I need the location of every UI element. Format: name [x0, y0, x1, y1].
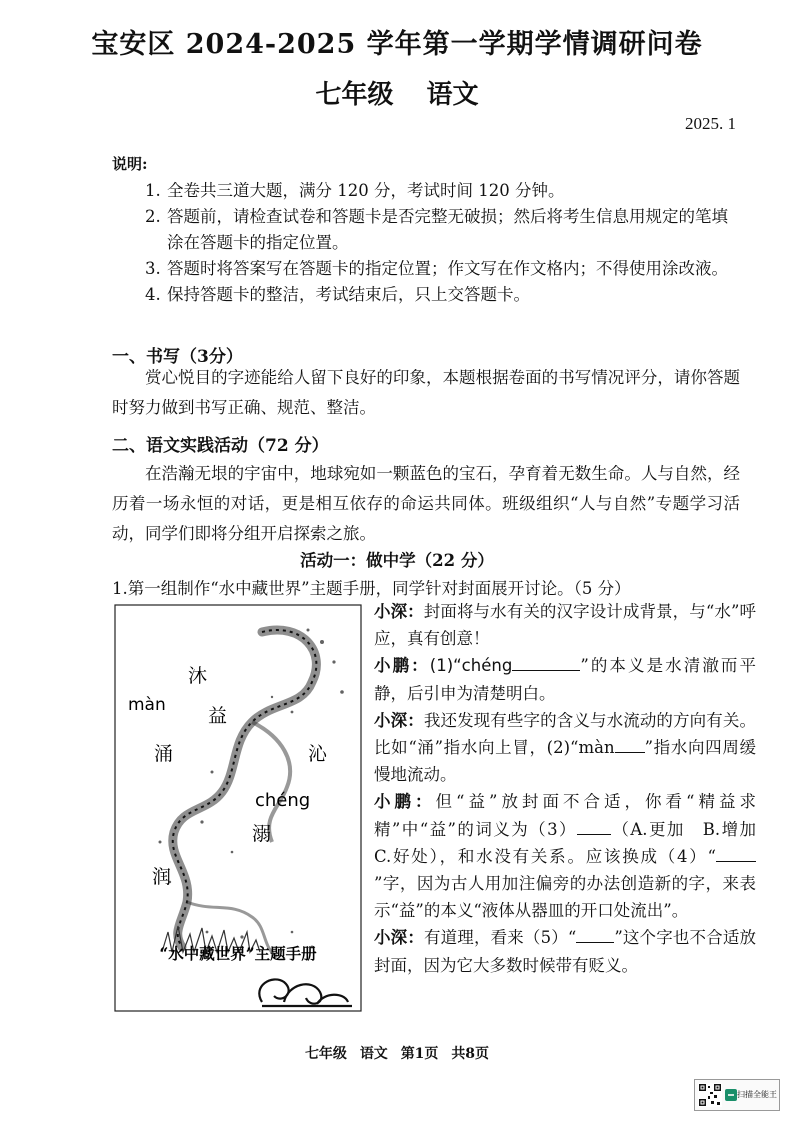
exam-date: 2025. 1: [685, 114, 736, 133]
dialogue-line: 小深：有道理，看来（5）“ ”这个字也不合适放封面，因为它大多数时候带有贬义。: [374, 924, 756, 978]
answer-blank: [716, 843, 756, 862]
cover-pinyin: màn: [128, 695, 166, 715]
dialogue-line: 小深：封面将与水有关的汉字设计成背景，与“水”呼应，真有创意！: [374, 602, 756, 649]
instruction-item: 1. 全卷共三道大题，满分 120 分，考试时间 120 分钟。: [145, 181, 565, 200]
answer-blank: [615, 734, 645, 753]
page-footer: 七年级 语文 第1页 共8页: [304, 1046, 490, 1062]
camscanner-logo-icon: [725, 1089, 737, 1101]
answer-blank: [576, 924, 614, 943]
cover-char: 涌: [154, 743, 174, 765]
cover-char: 润: [152, 866, 172, 888]
qr-code-icon: [698, 1083, 722, 1107]
instructions-label: 说明:: [112, 155, 148, 173]
handbook-cover-illustration: [112, 602, 364, 1014]
dialogue-line: 小深：我还发现有些字的含义与水流动的方向有关。比如“涌”指水向上冒，(2)“màn ”指水向四周缓慢地流动。: [374, 710, 757, 785]
subject-label: 语文: [426, 80, 479, 110]
instruction-item: 3. 答题时将答案写在答题卡的指定位置；作文写在作文格内；不得使用涂改液。: [145, 259, 728, 278]
section2-heading: 二、语文实践活动（72 分）: [112, 436, 329, 456]
instructions-list: [145, 178, 735, 308]
instruction-item: 2. 答题前，请检查试卷和答题卡是否完整无破损；然后将考生信息用规定的笔填涂在答题卡的指定位置。: [145, 207, 728, 252]
instruction-item: 4. 保持答题卡的整洁，考试结束后，只上交答题卡。: [145, 285, 530, 304]
answer-blank: [512, 652, 580, 671]
scanner-badge-text: 扫描全能王: [737, 1090, 777, 1099]
section2-intro: 在浩瀚无垠的宇宙中，地球宛如一颗蓝色的宝石，孕育着无数生命。人与自然，经历着一场永恒的对话，更是相互依存的命运共同体。班级组织“人与自然”专题学习活动，同学们即将分组开启探索之旅。: [112, 464, 740, 543]
exam-title: 宝安区 2024-2025 学年第一学期学情调研问卷: [91, 29, 703, 60]
exam-subtitle: [0, 74, 794, 111]
cover-char: 沁: [308, 743, 328, 765]
cover-caption: “水中藏世界”主题手册: [159, 944, 317, 963]
cover-pinyin: chéng: [255, 790, 311, 811]
dialogue-line: 小鹏：(1)“chéng ”的本义是水清澈而平静，后引申为清楚明白。: [374, 652, 756, 706]
grade-label: 七年级: [315, 80, 394, 110]
dialogue: [374, 598, 773, 979]
cover-char: 沐: [188, 665, 208, 687]
section1-heading: 一、书写（3分）: [112, 347, 243, 367]
question-1: 1.第一组制作“水中藏世界”主题手册，同学针对封面展开讨论。（5 分）: [112, 579, 631, 598]
answer-blank: [577, 816, 611, 835]
cloud-swirl-icon: [259, 979, 352, 1006]
cover-char: 益: [208, 705, 228, 727]
dialogue-line: 小鹏：但“益”放封面不合适，你看“精益求精”中“益”的词义为（3） （A.更加 B.增加 C.好处），和水没有关系。应该换成（4）“”字，因为古人用加注偏旁的办法创造新的字，来表示“益”的本义“液体从器皿的开口处流出”。: [374, 792, 773, 921]
section1-body: 赏心悦目的字迹能给人留下良好的印象，本题根据卷面的书写情况评分，请你答题时努力做到书写正确、规范、整洁。: [112, 368, 740, 417]
activity-title: 活动一：做中学（22 分）: [300, 551, 494, 570]
cover-char: 溺: [252, 823, 272, 845]
scanner-badge: [694, 1079, 780, 1111]
